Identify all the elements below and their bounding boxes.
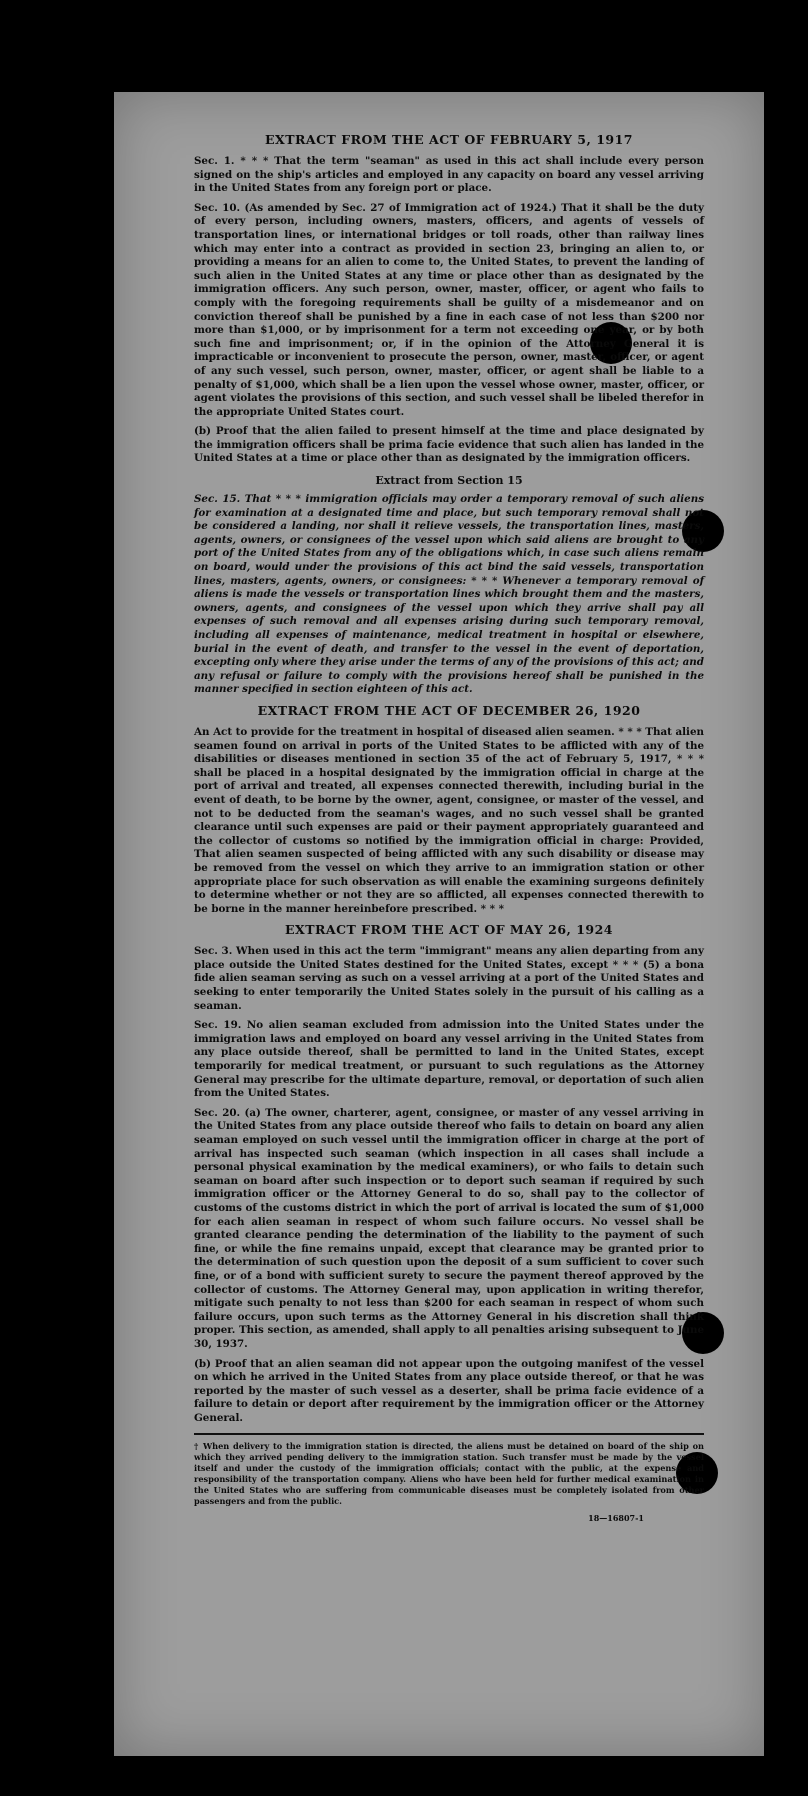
paragraph: Sec. 10. (As amended by Sec. 27 of Immigration act of 1924.) That it shall be the duty of every person, including owners, masters, officers, and agents of vessels of transportation lines, or international bridges or toll roads, other than railway lines which may enter into a contract as provided in section 23, bringing an alien to, or providing a means for an alien to come to, the United States, to prevent the landing of such alien in the United States at any time or place other than as designated by the immigration officers. Any such person, owner, master, officer, or agent who fails to comply with the foregoing requirements shall be guilty of a misdemeanor and on conviction thereof shall be punished by a fine in each case of not less than $200 nor more than $1,000, or by imprisonment for a term not exceeding one year, or by both such fine and imprisonment; or, if in the opinion of the Attorney General it is impracticable or inconvenient to prosecute the person, owner, master, officer, or agent of any such vessel, such person, owner, master, officer, or agent shall be liable to a penalty of $1,000, which shall be a lien upon the vessel whose owner, master, officer, or agent violates the provisions of this section, and such vessel shall be libeled therefor in the appropriate United States court. (194, 201, 704, 418)
section-heading: EXTRACT FROM THE ACT OF FEBRUARY 5, 1917 (264, 132, 633, 147)
paragraph: Sec. 3. When used in this act the term "immigrant" means any alien departing from any place outside the United States destined for the United States, except * * * (5) a bona fide alien seaman serving as such on a vessel arriving at a port of the United States and seeking to enter temporarily the United States solely in the pursuit of his calling as a seaman. (194, 945, 704, 1012)
section-heading: EXTRACT FROM THE ACT OF MAY 26, 1924 (284, 922, 614, 938)
paragraph: Sec. 19. No alien seaman excluded from admission into the United States under the immigration laws and employed on board any vessel arriving in the United States from any place outside thereof, shall be permitted to land in the United States, except temporarily for medical treatment, or pursuant to such regulations as the Attorney General may prescribe for the ultimate departure, removal, or deportation of such alien from the United States. (194, 1019, 704, 1100)
section-heading: EXTRACT FROM THE ACT OF DECEMBER 26, 1920 (257, 702, 641, 718)
section-act-1920 (194, 703, 704, 916)
section-act-1924 (194, 922, 704, 1425)
section-act-1917 (194, 132, 704, 466)
paragraph: (b) Proof that an alien seaman did not appear upon the outgoing manifest of the vessel on which he arrived in the United States from any place outside thereof, or that he was reported by the master of such vessel as a deserter, shall be prima facie evidence of a failure to detain or deport after requirement by the immigration officer or the Attorney General. (194, 1357, 704, 1424)
form-code: 18—16807-1 (588, 1513, 644, 1524)
document-content (194, 132, 704, 1523)
divider (194, 1433, 704, 1435)
paragraph: Sec. 20. (a) The owner, charterer, agent, consignee, or master of any vessel arriving in the United States from any place outside thereof who fails to detain on board any alien seaman employed on such vessel until the immigration officer in charge at the port of arrival has inspected such seaman (which inspection in all cases shall include a personal physical examination by the medical examiners), or who fails to detain such seaman on board after such inspection or to deport such seaman if required by such immigration officer or the Attorney General to do so, shall pay to the collector of customs of the customs district in which the port of arrival is located the sum of $1,000 for each alien seaman in respect of whom such failure occurs. No vessel shall be granted clearance pending the determination of the liability to the payment of such fine, or while the fine remains unpaid, except that clearance may be granted prior to the determination of such question upon the deposit of a sum sufficient to cover such fine, or of a bond with sufficient surety to secure the payment thereof approved by the collector of customs. The Attorney General may, upon application in writing therefor, mitigate such penalty to not less than $200 for each seaman in respect of whom such failure occurs, upon such terms as the Attorney General in his discretion shall think proper. This section, as amended, shall apply to all penalties arising subsequent to June 30, 1937. (194, 1106, 704, 1350)
paragraph: Sec. 1. * * * That the term "seaman" as used in this act shall include every person signed on the ship's articles and employed in any capacity on board any vessel arriving in the United States from any foreign port or place. (194, 155, 704, 195)
paragraph: Sec. 15. That * * * immigration officials may order a temporary removal of such aliens for examination at a designated time and place, but such temporary removal shall not be considered a landing, nor shall it relieve vessels, the transportation lines, masters, agents, owners, or consignees of the vessel upon which said aliens are brought to any port of the United States from any of the obligations which, in case such aliens remain on board, would under the provisions of this act bind the said vessels, transportation lines, masters, agents, owners, or consignees: * * * Whenever a temporary removal of aliens is made the vessels or transportation lines which brought them and the masters, owners, agents, and consignees of the vessel upon which they arrive shall pay all expenses of such removal and all expenses arising during such temporary removal, including all expenses of maintenance, medical treatment in hospital or elsewhere, burial in the event of death, and transfer to the vessel in the event of deportation, excepting only where they arise under the terms of any of the provisions of this act; and any refusal or failure to comply with the provisions hereof shall be punished in the manner specified in section eighteen of this act. (194, 493, 704, 696)
document-page (114, 92, 764, 1756)
section-subheading: Extract from Section 15 (375, 474, 523, 488)
footnote: † When delivery to the immigration station is directed, the aliens must be detained on board of the ship on which they arrived pending delivery to the immigration station. Such transfer must be made by the vessel itself and under the custody of the immigration officials; contact with the public, at the expense and responsibility of the transportation company. Aliens who have been held for further medical examination in the United States who are suffering from communicable diseases must be completely isolated from other passengers and from the public. (194, 1441, 704, 1507)
paragraph: An Act to provide for the treatment in hospital of diseased alien seamen. * * * That alien seamen found on arrival in ports of the United States to be afflicted with any of the disabilities or diseases mentioned in section 35 of the act of February 5, 1917, * * * shall be placed in a hospital designated by the immigration official in charge at the port of arrival and treated, all expenses connected therewith, including burial in the event of death, to be borne by the owner, agent, consignee, or master of the vessel, and not to be deducted from the seaman's wages, and no such vessel shall be granted clearance until such expenses are paid or their payment appropriately guaranteed and the collector of customs so notified by the immigration official in charge: Provided, That alien seamen suspected of being afflicted with any such disability or disease may be removed from the vessel on which they arrive to an immigration station or other appropriate place for such observation as will enable the examining surgeons definitely to determine whether or not they are so afflicted, all expenses connected therewith to be borne in the manner hereinbefore prescribed. * * * (194, 725, 704, 915)
paragraph: (b) Proof that the alien failed to present himself at the time and place designated by the immigration officers shall be prima facie evidence that such alien has landed in the United States at a time or place other than as designated by the immigration officers. (194, 425, 704, 465)
section-extract-15 (194, 474, 704, 697)
